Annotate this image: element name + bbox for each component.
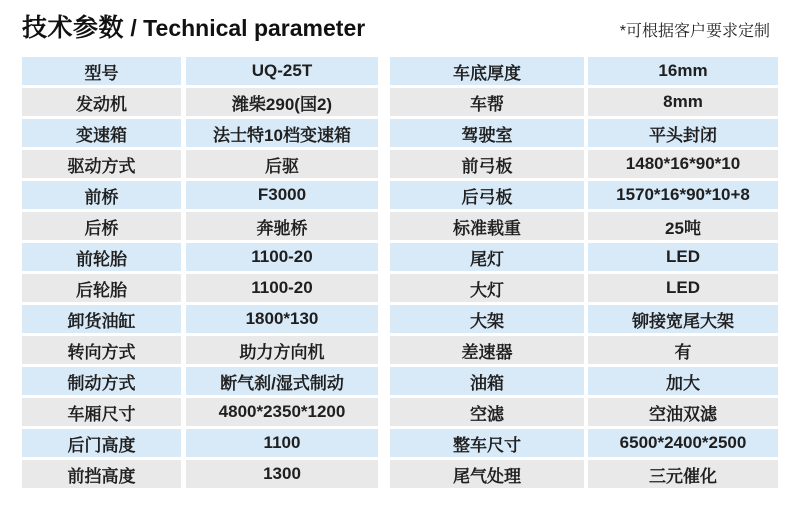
spec-label: 后桥 <box>22 212 181 240</box>
table-row <box>22 212 378 240</box>
spec-label: 型号 <box>22 57 181 85</box>
spec-value: 后驱 <box>186 150 378 178</box>
customization-note: *可根据客户要求定制 <box>619 23 770 40</box>
spec-value: 1100-20 <box>186 274 378 302</box>
title-english: / Technical parameter <box>124 15 366 41</box>
spec-label: 尾气处理 <box>390 460 584 488</box>
spec-label: 后轮胎 <box>22 274 181 302</box>
spec-value: 法士特10档变速箱 <box>186 119 378 147</box>
spec-value: 铆接宽尾大架 <box>588 305 778 333</box>
spec-value: 16mm <box>588 57 778 85</box>
spec-value: UQ-25T <box>186 57 378 85</box>
spec-label: 发动机 <box>22 88 181 116</box>
spec-value: 有 <box>588 336 778 364</box>
spec-label: 前挡高度 <box>22 460 181 488</box>
spec-label: 标准载重 <box>390 212 584 240</box>
spec-value: 8mm <box>588 88 778 116</box>
spec-label: 大灯 <box>390 274 584 302</box>
page-title <box>22 8 365 44</box>
table-row <box>22 398 378 426</box>
spec-value: 平头封闭 <box>588 119 778 147</box>
spec-label: 转向方式 <box>22 336 181 364</box>
spec-label: 前弓板 <box>390 150 584 178</box>
left-spec-table <box>22 57 378 488</box>
spec-label: 空滤 <box>390 398 584 426</box>
spec-value: 助力方向机 <box>186 336 378 364</box>
spec-label: 车帮 <box>390 88 584 116</box>
spec-label: 车厢尺寸 <box>22 398 181 426</box>
spec-label: 驱动方式 <box>22 150 181 178</box>
table-row <box>22 274 378 302</box>
spec-value: 1300 <box>186 460 378 488</box>
spec-label: 整车尺寸 <box>390 429 584 457</box>
table-row <box>390 398 778 426</box>
spec-value: 1100-20 <box>186 243 378 271</box>
spec-value: 三元催化 <box>588 460 778 488</box>
table-row <box>22 305 378 333</box>
spec-value: 1100 <box>186 429 378 457</box>
table-row <box>22 336 378 364</box>
table-row <box>390 274 778 302</box>
spec-label: 后门高度 <box>22 429 181 457</box>
table-row <box>390 57 778 85</box>
header <box>22 8 770 44</box>
spec-label: 变速箱 <box>22 119 181 147</box>
spec-label: 车底厚度 <box>390 57 584 85</box>
table-row <box>390 305 778 333</box>
spec-value: LED <box>588 274 778 302</box>
spec-label: 前桥 <box>22 181 181 209</box>
spec-label: 后弓板 <box>390 181 584 209</box>
table-row <box>22 181 378 209</box>
spec-value: 4800*2350*1200 <box>186 398 378 426</box>
table-row <box>22 119 378 147</box>
table-row <box>390 367 778 395</box>
spec-value: 加大 <box>588 367 778 395</box>
table-row <box>390 429 778 457</box>
spec-label: 尾灯 <box>390 243 584 271</box>
table-row <box>22 150 378 178</box>
spec-label: 差速器 <box>390 336 584 364</box>
table-row <box>390 460 778 488</box>
spec-label: 卸货油缸 <box>22 305 181 333</box>
spec-value: 潍柴290(国2) <box>186 88 378 116</box>
table-row <box>22 460 378 488</box>
spec-value: 空油双滤 <box>588 398 778 426</box>
spec-label: 制动方式 <box>22 367 181 395</box>
spec-value: 断气刹/湿式制动 <box>186 367 378 395</box>
title-chinese: 技术参数 <box>22 14 125 42</box>
spec-value: F3000 <box>186 181 378 209</box>
table-row <box>390 336 778 364</box>
table-row <box>22 57 378 85</box>
table-row <box>390 243 778 271</box>
spec-label: 驾驶室 <box>390 119 584 147</box>
spec-value: LED <box>588 243 778 271</box>
spec-value: 奔驰桥 <box>186 212 378 240</box>
table-row <box>22 243 378 271</box>
table-row <box>22 367 378 395</box>
spec-value: 1800*130 <box>186 305 378 333</box>
table-row <box>390 88 778 116</box>
spec-label: 前轮胎 <box>22 243 181 271</box>
table-row <box>390 181 778 209</box>
table-row <box>22 429 378 457</box>
right-spec-table <box>390 57 778 488</box>
table-row <box>390 119 778 147</box>
spec-value: 6500*2400*2500 <box>588 429 778 457</box>
table-row <box>22 88 378 116</box>
table-row <box>390 150 778 178</box>
spec-value: 1570*16*90*10+8 <box>588 181 778 209</box>
spec-label: 大架 <box>390 305 584 333</box>
table-row <box>390 212 778 240</box>
spec-value: 25吨 <box>588 212 778 240</box>
spec-label: 油箱 <box>390 367 584 395</box>
spec-value: 1480*16*90*10 <box>588 150 778 178</box>
